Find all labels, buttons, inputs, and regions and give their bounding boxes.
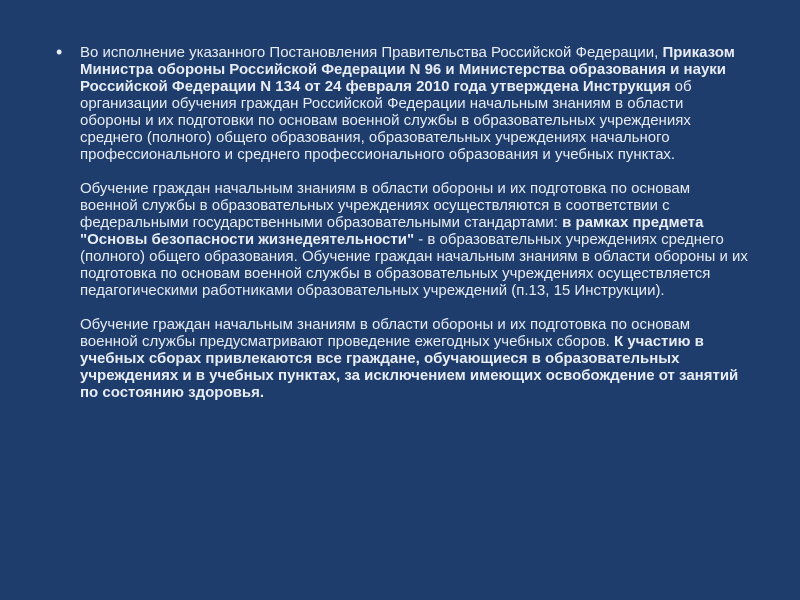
text-segment: Обучение граждан начальным знаниям в области обороны и их подготовка по основам военной службы в образовательных учреждениях осуществляются в соответствии с федеральными государственными образовательными стандартами: [80,180,691,231]
highlighted-segment: К участию в учебных сборах привлекаются все граждане, обучающиеся в образовательных учреждениях и в учебных пунктах, за исключением имеющих освобождение от занятий по состоянию здоровья. [80,333,739,401]
paragraph-1 [80,44,748,163]
bullet-item [56,44,748,401]
bullet-icon: • [56,42,63,62]
text-segment: - в образовательных учреждениях среднего (полного) общего образования. Обучение граждан начальным знаниям в области обороны и их подготовка по основам военной службы в образовательных учреждениях осуществляется педагогическими работниками образовательных учреждений (п.13, 15 Инструкции). [80,231,748,299]
text-segment: Обучение граждан начальным знаниям в области обороны и их подготовка по основам военной службы предусматривают проведение ежегодных учебных сборов. [80,316,691,350]
highlighted-segment: в рамках предмета "Основы безопасности жизнедеятельности" [80,214,704,248]
text-segment: об организации обучения граждан Российской Федерации начальным знаниям в области обороны и их подготовки по основам военной службы в образовательных учреждениях среднего (полного) общего образования, образовательных учреждениях начального профессионального и среднего профессионального образования и учебных пунктах. [80,78,692,163]
paragraph-2 [80,180,748,299]
text-segment: Во исполнение указанного Постановления Правительства Российской Федерации, [80,44,663,61]
highlighted-segment: Приказом Министра обороны Российской Федерации N 96 и Министерства образования и науки Российской Федерации N 134 от 24 февраля 2010 года утверждена Инструкция [80,44,735,95]
paragraph-3 [80,316,748,401]
text-block [80,44,748,401]
